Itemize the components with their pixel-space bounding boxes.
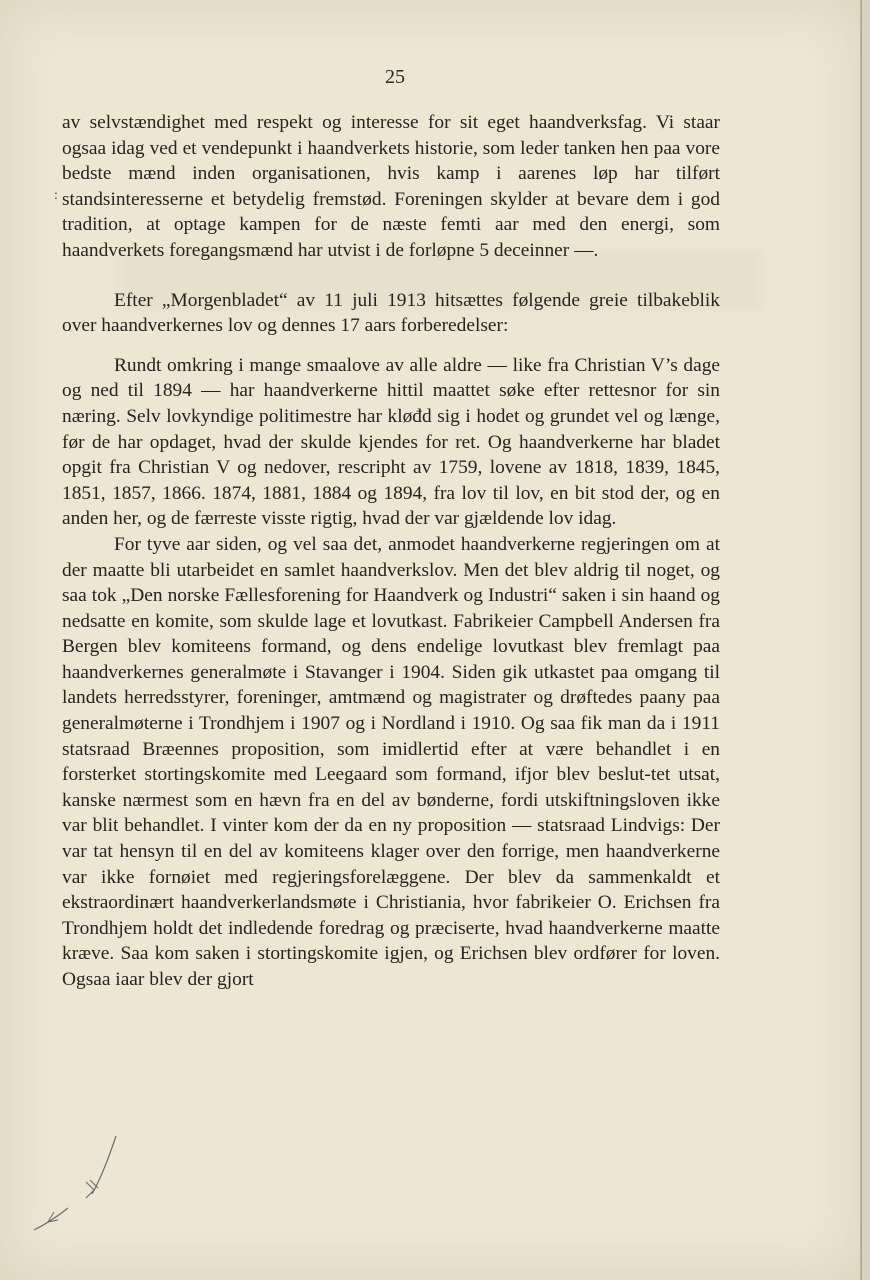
margin-mark: : <box>54 188 58 203</box>
body-text <box>62 110 720 993</box>
pencil-scribble <box>28 1130 138 1240</box>
page-edge-shadow <box>860 0 862 1280</box>
paragraph-2: Efter „Morgenbladet“ av 11 juli 1913 hitsættes følgende greie tilbakeblik over haandverkernes lov og dennes 17 aars forberedelser: <box>62 289 720 337</box>
paragraph-1: av selvstændighet med respekt og interesse for sit eget haandverksfag. Vi staar ogsaa idag ved et vendepunkt i haandverkets historie, som leder tanken hen paa vore bedste mænd inden organisationen, hvis kamp i aarenes løp har tilført standsinteresserne et betydelig fremstød. Foreningen skylder at bevare dem i god tradition, at optage kampen for de næste femti aar med den energi, som haandverkets foregangsmænd har utvist i de forløpne 5 deceinner —. <box>62 112 720 261</box>
paragraph-4: For tyve aar siden, og vel saa det, anmodet haandverkerne regjeringen om at der maatte bli utarbeidet en samlet haandverkslov. Men det blev aldrig til noget, og saa tok „Den norske Fællesforening for Haandverk og Industri“ saken i sin haand og nedsatte en komite, som skulde lage et lovutkast. Fabrikeier Campbell Andersen fra Bergen blev komiteens formand, og dens endelige lovutkast blev fremlagt paa haandverkernes generalmøte i Stavanger i 1904. Siden gik utkastet paa omgang til landets herredsstyrer, foreninger, amtmænd og magistrater og drøftedes paany paa generalmøterne i Trondhjem i 1907 og i Nordland i 1910. Og saa fik man da i 1911 statsraad Bræennes proposition, som imidlertid efter at være behandlet i en forsterket stortingskomite med Leegaard som formand, ifjor blev beslut-tet utsat, kanske nærmest som en hævn fra en del av bønderne, fordi utskiftningsloven ikke var blit behandlet. I vinter kom der da en ny proposition — statsraad Lindvigs: Der var tat hensyn til en del av komiteens klager over den forrige, men haandverkerne var ikke fornøiet med regjeringsforelæggene. Der blev da sammenkaldt et ekstraordinært haandverkerlandsmøte i Christiania, hvor fabrikeier O. Erichsen fra Trondhjem holdt det indledende foredrag og præciserte, hvad haandverkerne maatte kræve. Saa kom saken i stortingskomite igjen, og Erichsen blev ordfører for loven. Ogsaa iaar blev der gjort <box>62 533 720 990</box>
paragraph-3: Rundt omkring i mange smaalove av alle aldre — like fra Christian V’s dage og ned til 1894 — har haandverkerne hittil maattet søke efter rettesnor for sin næring. Selv lovkyndige politimestre har kløđd sig i hodet og grundet vel og længe, før de har opdaget, hvad der skulde kjendes for ret. Og haandverkerne har bladet opgit fra Christian V og nedover, rescripht av 1759, lovene av 1818, 1839, 1845, 1851, 1857, 1866. 1874, 1881, 1884 og 1894, fra lov til lov, en bit stod der, og en anden her, og de færreste visste rigtig, hvad der var gjældende lov idag. <box>62 354 720 530</box>
page-number: 25 <box>385 66 405 88</box>
